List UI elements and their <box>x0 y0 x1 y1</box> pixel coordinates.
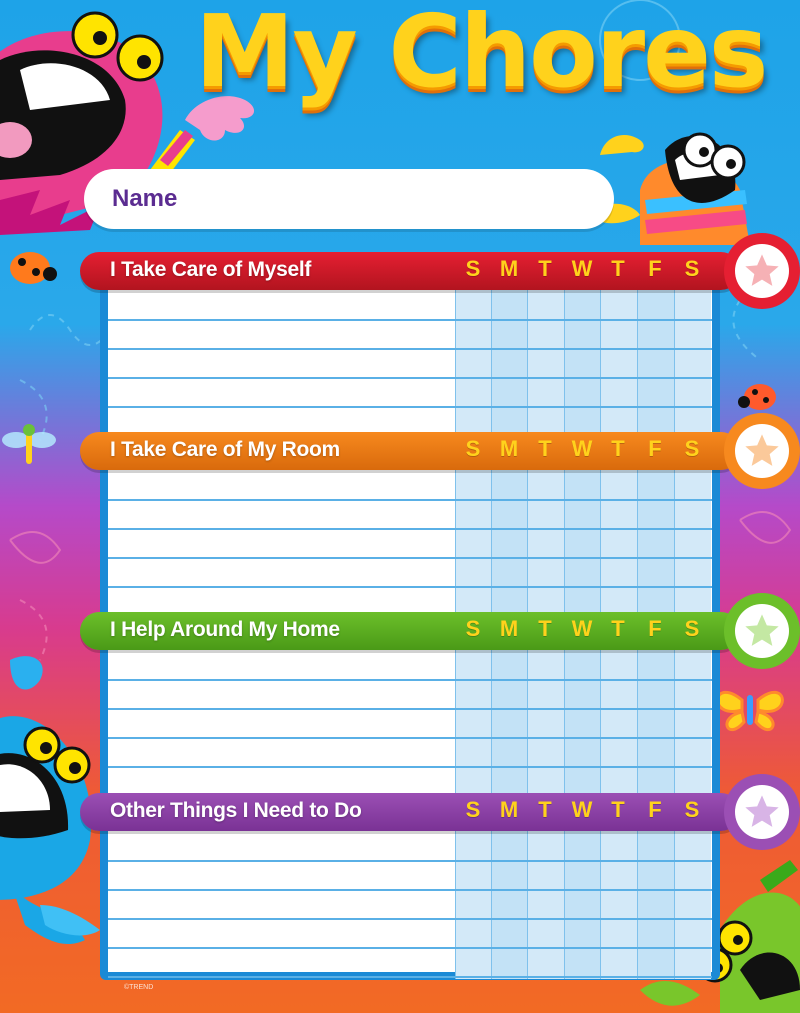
day-column-cell[interactable] <box>564 470 601 618</box>
day-label: S <box>684 616 700 641</box>
day-column-cell[interactable] <box>637 831 674 979</box>
day-column-cell[interactable] <box>527 470 564 618</box>
day-column-cell[interactable] <box>674 650 711 798</box>
page-title: My Chores <box>195 0 767 110</box>
day-column-cell[interactable] <box>491 290 528 438</box>
star-icon <box>735 785 789 839</box>
day-column-cell[interactable] <box>455 290 492 438</box>
section-header <box>80 432 740 470</box>
day-label: W <box>571 797 593 822</box>
day-column-cell[interactable] <box>674 290 711 438</box>
ladybug-left <box>10 252 57 284</box>
chore-line <box>108 860 712 862</box>
day-column-cell[interactable] <box>527 831 564 979</box>
day-label: S <box>465 256 481 281</box>
day-column-cell[interactable] <box>527 290 564 438</box>
chore-line <box>108 708 712 710</box>
day-label: T <box>611 256 625 281</box>
chore-line <box>108 377 712 379</box>
chore-line <box>108 976 712 978</box>
day-label: T <box>611 616 625 641</box>
section-header <box>80 252 740 290</box>
day-column-cell[interactable] <box>564 650 601 798</box>
day-column-cell[interactable] <box>455 831 492 979</box>
day-column-cell[interactable] <box>674 470 711 618</box>
day-label: T <box>538 256 552 281</box>
section-header <box>80 793 740 831</box>
day-column-cell[interactable] <box>637 470 674 618</box>
day-column-cell[interactable] <box>455 650 492 798</box>
copyright-text: ©TREND <box>124 984 154 991</box>
chore-line <box>108 319 712 321</box>
day-label: M <box>499 616 519 641</box>
day-label: S <box>465 797 481 822</box>
day-label: S <box>684 797 700 822</box>
chore-line <box>108 679 712 681</box>
day-column-cell[interactable] <box>455 470 492 618</box>
day-column-cell[interactable] <box>491 831 528 979</box>
chore-line <box>108 737 712 739</box>
day-label: F <box>648 616 662 641</box>
day-label: T <box>538 616 552 641</box>
chore-line <box>108 918 712 920</box>
day-column-cell[interactable] <box>674 831 711 979</box>
day-column-cell[interactable] <box>600 831 637 979</box>
chore-line <box>108 348 712 350</box>
section-title: Other Things I Need to Do <box>110 799 362 822</box>
section-title: I Take Care of Myself <box>110 258 312 281</box>
day-column-cell[interactable] <box>527 650 564 798</box>
day-label: W <box>571 436 593 461</box>
star-badge[interactable] <box>724 593 800 669</box>
frog-top-right <box>590 134 750 245</box>
day-column-cell[interactable] <box>491 650 528 798</box>
day-label: S <box>465 616 481 641</box>
day-label: T <box>538 797 552 822</box>
day-label: W <box>571 256 593 281</box>
day-column-cell[interactable] <box>637 290 674 438</box>
chore-line <box>108 586 712 588</box>
star-badge[interactable] <box>724 774 800 850</box>
day-column-cell[interactable] <box>564 290 601 438</box>
name-field[interactable] <box>84 169 614 229</box>
day-column-cell[interactable] <box>564 831 601 979</box>
section-title: I Take Care of My Room <box>110 438 340 461</box>
day-label: T <box>538 436 552 461</box>
day-column-cell[interactable] <box>600 290 637 438</box>
day-column-cell[interactable] <box>491 470 528 618</box>
day-label: S <box>465 436 481 461</box>
day-label: T <box>611 797 625 822</box>
section-header <box>80 612 740 650</box>
dragonfly <box>2 424 56 464</box>
day-label: M <box>499 436 519 461</box>
star-icon <box>735 244 789 298</box>
day-label: S <box>684 436 700 461</box>
chore-line <box>108 889 712 891</box>
day-label: F <box>648 256 662 281</box>
day-column-cell[interactable] <box>637 650 674 798</box>
name-label: Name <box>112 185 178 212</box>
day-label: F <box>648 436 662 461</box>
star-icon <box>735 424 789 478</box>
chore-line <box>108 499 712 501</box>
section-title: I Help Around My Home <box>110 618 340 641</box>
day-column-cell[interactable] <box>600 650 637 798</box>
day-label: S <box>684 256 700 281</box>
chore-line <box>108 406 712 408</box>
day-label: M <box>499 797 519 822</box>
day-column-cell[interactable] <box>600 470 637 618</box>
day-label: M <box>499 256 519 281</box>
star-badge[interactable] <box>724 413 800 489</box>
day-label: F <box>648 797 662 822</box>
ladybug-right <box>738 384 776 410</box>
chore-line <box>108 557 712 559</box>
star-badge[interactable] <box>724 233 800 309</box>
chore-line <box>108 528 712 530</box>
day-label: W <box>571 616 593 641</box>
day-label: T <box>611 436 625 461</box>
butterfly <box>718 692 783 729</box>
chore-line <box>108 766 712 768</box>
star-icon <box>735 604 789 658</box>
chore-line <box>108 947 712 949</box>
